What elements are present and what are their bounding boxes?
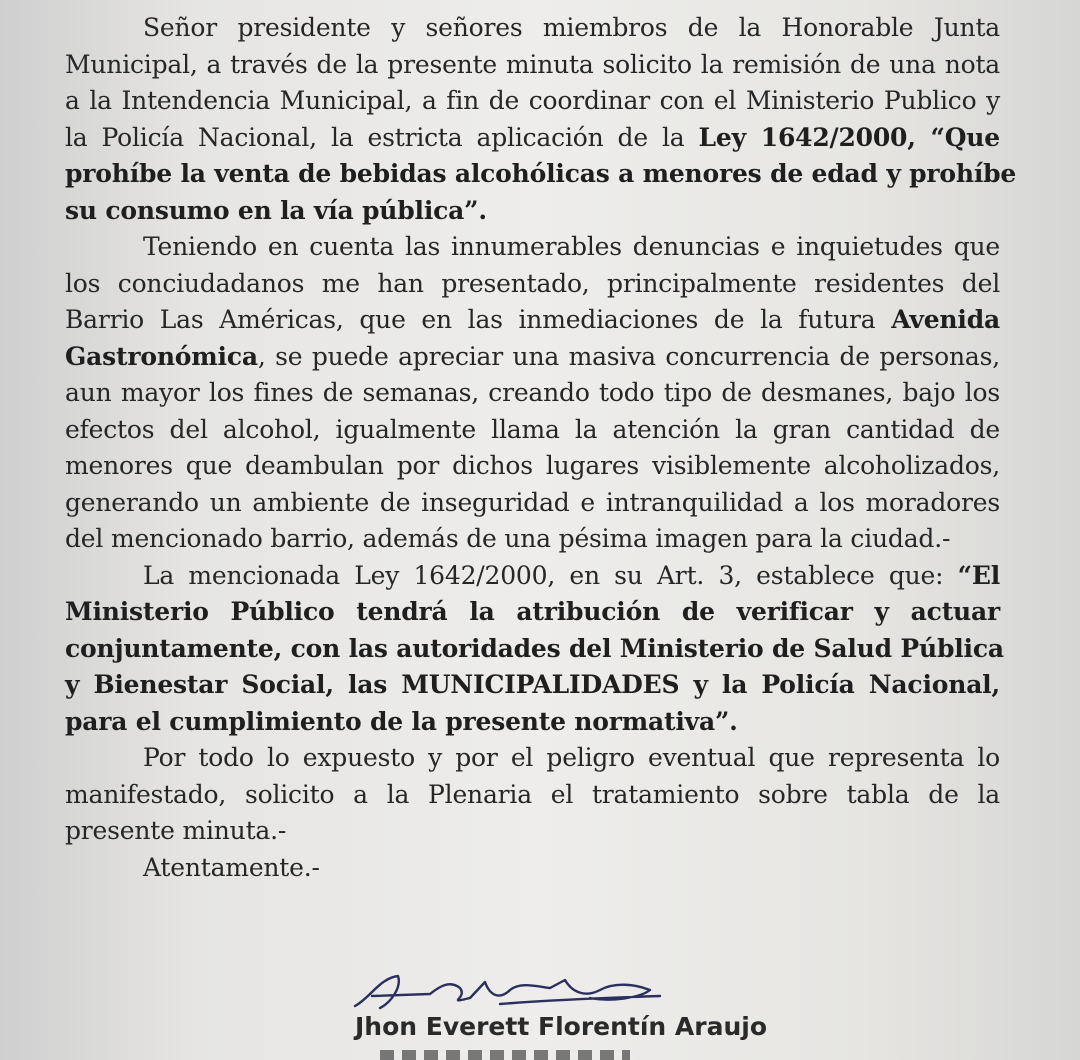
quote-text: Ministerio Público tendrá la atribución de verificar y actuar [65, 597, 1000, 626]
paragraph-4-line: Por todo lo expuesto y por el peligro eventual que representa lo [143, 743, 1000, 772]
paragraph-2-line: Barrio Las Américas, que en las inmediaciones de la futura Avenida [65, 305, 1000, 334]
paragraph-1-line: a la Intendencia Municipal, a fin de coordinar con el Ministerio Publico y [65, 86, 1000, 115]
avenue-name-end: Gastronómica [65, 341, 258, 371]
paragraph-2-line: Gastronómica, se puede apreciar una masiva concurrencia de personas, [65, 341, 1000, 371]
paragraph-3-line [65, 704, 1000, 741]
quote-start: “El [957, 560, 1000, 590]
quote-text: conjuntamente, con las autoridades del Ministerio de Salud Pública [65, 633, 1004, 663]
paragraph-2-line: los conciudadanos me han presentado, principalmente residentes del [65, 268, 1000, 298]
law-title-end: su consumo en la vía pública”. [65, 195, 487, 225]
paragraph-2-line: menores que deambulan por dichos lugares visiblemente alcoholizados, [65, 451, 1000, 480]
paragraph-4-line: manifestado, solicito a la Plenaria el tratamiento sobre tabla de la [65, 779, 1000, 809]
paragraph-1-line: la Policía Nacional, la estricta aplicación de la Ley 1642/2000, “Que [65, 122, 1000, 152]
paragraph-2-line: generando un ambiente de inseguridad e intranquilidad a los moradores [65, 487, 1000, 517]
paragraph-1-line [65, 156, 1017, 193]
signer-name: Jhon Everett Florentín Araujo [355, 1012, 768, 1041]
avenue-name: Avenida [891, 305, 1000, 334]
paragraph-3-line [65, 667, 1000, 704]
paragraph-2-line: efectos del alcohol, igualmente llama la atención la gran cantidad de [65, 414, 1000, 444]
law-reference: Ley 1642/2000, “Que [698, 122, 1000, 152]
document-body [65, 10, 1017, 886]
quote-text: y Bienestar Social, las MUNICIPALIDADES y la Policía Nacional, [65, 670, 1000, 699]
paragraph-1-line: Señor presidente y señores miembros de la Honorable Junta [143, 13, 1000, 42]
paragraph-2-line: del mencionado barrio, además de una pésima imagen para la ciudad.- [65, 524, 951, 553]
paragraph-2-line: aun mayor los fines de semanas, creando todo tipo de desmanes, bajo los [65, 378, 1000, 407]
quote-text: para el cumplimiento de la presente normativa”. [65, 706, 738, 736]
paragraph-3-line [65, 594, 1000, 631]
paragraph-4-line: presente minuta.- [65, 816, 287, 845]
paragraph-2-line: Teniendo en cuenta las innumerables denuncias e inquietudes que [143, 232, 1000, 261]
closing: Atentamente.- [143, 852, 320, 882]
signature-scribble [350, 968, 670, 1018]
paragraph-3-line [65, 631, 1004, 668]
paragraph-1-line: Municipal, a través de la presente minuta solicito la remisión de una nota [65, 49, 1000, 79]
law-title: prohíbe la venta de bebidas alcohólicas a menores de edad y prohíbe [65, 159, 1017, 188]
paragraph-3-line: La mencionada Ley 1642/2000, en su Art. 3, establece que: “El [143, 560, 1000, 590]
cut-off-text-line [380, 1050, 630, 1060]
paragraph-1-line [65, 193, 1000, 230]
